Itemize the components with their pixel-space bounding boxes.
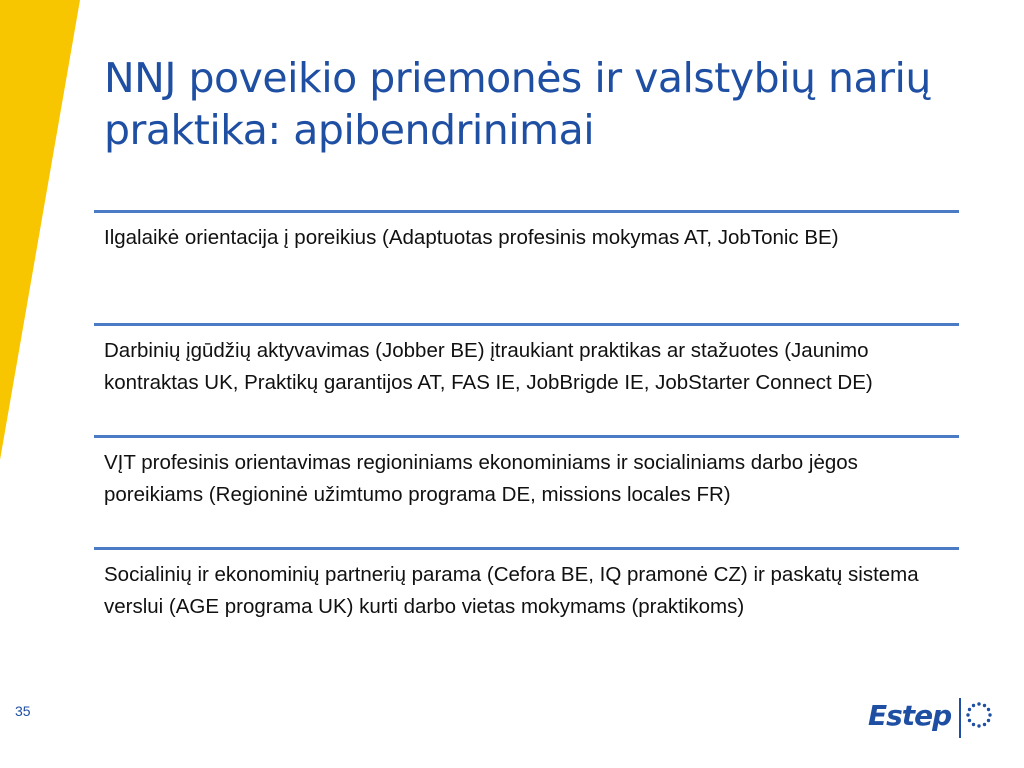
summary-row (94, 210, 959, 323)
summary-row-text: Ilgalaikė orientacija į poreikius (Adaptuotas profesinis mokymas AT, JobTonic BE) (104, 226, 839, 249)
eu-stars-circle-icon (964, 700, 994, 730)
summary-row (94, 323, 959, 435)
summary-row (94, 435, 959, 547)
summary-row-text: Socialinių ir ekonominių partnerių parama (Cefora BE, IQ pramonė CZ) ir paskatų sistema verslui (AGE programa UK) kurti darbo vietas mokymams (praktikoms) (104, 563, 919, 618)
summary-list (94, 210, 959, 652)
slide-title: NNJ poveikio priemonės ir valstybių narių praktika: apibendrinimai (104, 54, 931, 154)
summary-row-text: VĮT profesinis orientavimas regioniniams ekonominiams ir socialiniams darbo jėgos poreikiams (Regioninė užimtumo programa DE, missions locales FR) (104, 451, 858, 506)
estep-logo (868, 696, 998, 740)
page-number: 35 (15, 703, 31, 719)
decorative-yellow-stripe (0, 0, 80, 460)
logo-divider (959, 698, 961, 738)
logo-text: Estep (868, 699, 952, 732)
summary-row (94, 547, 959, 652)
summary-row-text: Darbinių įgūdžių aktyvavimas (Jobber BE) įtraukiant praktikas ar stažuotes (Jaunimo kontraktas UK, Praktikų garantijos AT, FAS IE, JobBrigde IE, JobStarter Connect DE) (104, 339, 873, 394)
